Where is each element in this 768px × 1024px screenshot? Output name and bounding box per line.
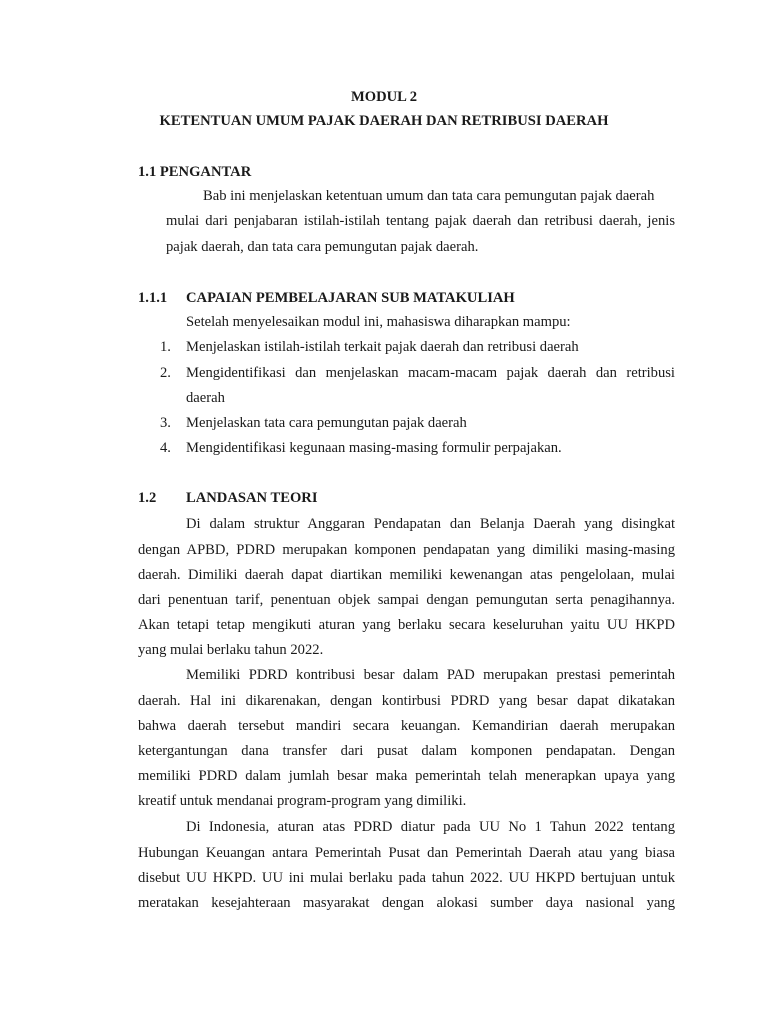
paragraph-line: Hubungan Keuangan antara Pemerintah Pusat dan Pemerintah Daerah atau yang biasa: [138, 845, 675, 861]
list-item: Mengidentifikasi kegunaan masing-masing formulir perpajakan.: [186, 440, 562, 456]
section-heading-pengantar: 1.1 PENGANTAR: [138, 164, 252, 180]
paragraph-line: daerah. Dimiliki daerah dapat diartikan memiliki kewenangan atas pengelolaan, mulai: [138, 567, 675, 583]
paragraph-line: mulai dari penjabaran istilah-istilah tentang pajak daerah dan retribusi daerah, jenis: [166, 213, 675, 229]
list-item-number: 4.: [160, 440, 171, 456]
list-item: Mengidentifikasi dan menjelaskan macam-macam pajak daerah dan retribusi: [186, 365, 675, 381]
list-item-continuation: daerah: [186, 390, 225, 406]
paragraph-line: dengan APBD, PDRD merupakan komponen pendapatan yang dimiliki masing-masing: [138, 542, 675, 558]
list-item-number: 1.: [160, 339, 171, 355]
subsection-number: 1.1.1: [138, 290, 168, 306]
list-item-number: 3.: [160, 415, 171, 431]
paragraph-line: yang mulai berlaku tahun 2022.: [138, 642, 324, 658]
list-item: Menjelaskan tata cara pemungutan pajak daerah: [186, 415, 467, 431]
paragraph-line: daerah. Hal ini dikarenakan, dengan kontirbusi PDRD yang besar dapat dikatakan: [138, 693, 675, 709]
section-heading-landasan-teori: LANDASAN TEORI: [186, 490, 318, 506]
list-item-number: 2.: [160, 365, 171, 381]
paragraph-line: disebut UU HKPD. UU ini mulai berlaku pada tahun 2022. UU HKPD bertujuan untuk: [138, 870, 675, 886]
module-label: MODUL 2: [350, 89, 418, 105]
paragraph-line: Di dalam struktur Anggaran Pendapatan dan Belanja Daerah yang disingkat: [186, 516, 675, 532]
document-title: KETENTUAN UMUM PAJAK DAERAH DAN RETRIBUSI DAERAH: [159, 113, 609, 129]
paragraph-line: Akan tetapi tetap mengikuti aturan yang berlaku secara keseluruhan yaitu UU HKPD: [138, 617, 675, 633]
list-item: Menjelaskan istilah-istilah terkait pajak daerah dan retribusi daerah: [186, 339, 579, 355]
paragraph-line: dari penentuan tarif, penentuan objek sampai dengan pemungutan serta penagihannya.: [138, 592, 675, 608]
paragraph-line: meratakan kesejahteraan masyarakat dengan alokasi sumber daya nasional yang: [138, 895, 675, 911]
section-number: 1.2: [138, 490, 157, 506]
paragraph-line: pajak daerah, dan tata cara pemungutan pajak daerah.: [166, 239, 479, 255]
paragraph-line: Memiliki PDRD kontribusi besar dalam PAD merupakan prestasi pemerintah: [186, 667, 675, 683]
paragraph-line: kreatif untuk mendanai program-program yang dimiliki.: [138, 793, 467, 809]
paragraph-line: memiliki PDRD dalam jumlah besar maka pemerintah telah menerapkan upaya yang: [138, 768, 675, 784]
paragraph-line: bahwa daerah tersebut mandiri secara keuangan. Kemandirian daerah merupakan: [138, 718, 675, 734]
paragraph-line: ketergantungan dana transfer dari pusat dalam komponen pendapatan. Dengan: [138, 743, 675, 759]
paragraph-line: Di Indonesia, aturan atas PDRD diatur pada UU No 1 Tahun 2022 tentang: [186, 819, 675, 835]
paragraph-line: Bab ini menjelaskan ketentuan umum dan tata cara pemungutan pajak daerah: [203, 188, 655, 204]
list-intro: Setelah menyelesaikan modul ini, mahasiswa diharapkan mampu:: [186, 314, 571, 330]
subsection-heading: CAPAIAN PEMBELAJARAN SUB MATAKULIAH: [186, 290, 515, 306]
